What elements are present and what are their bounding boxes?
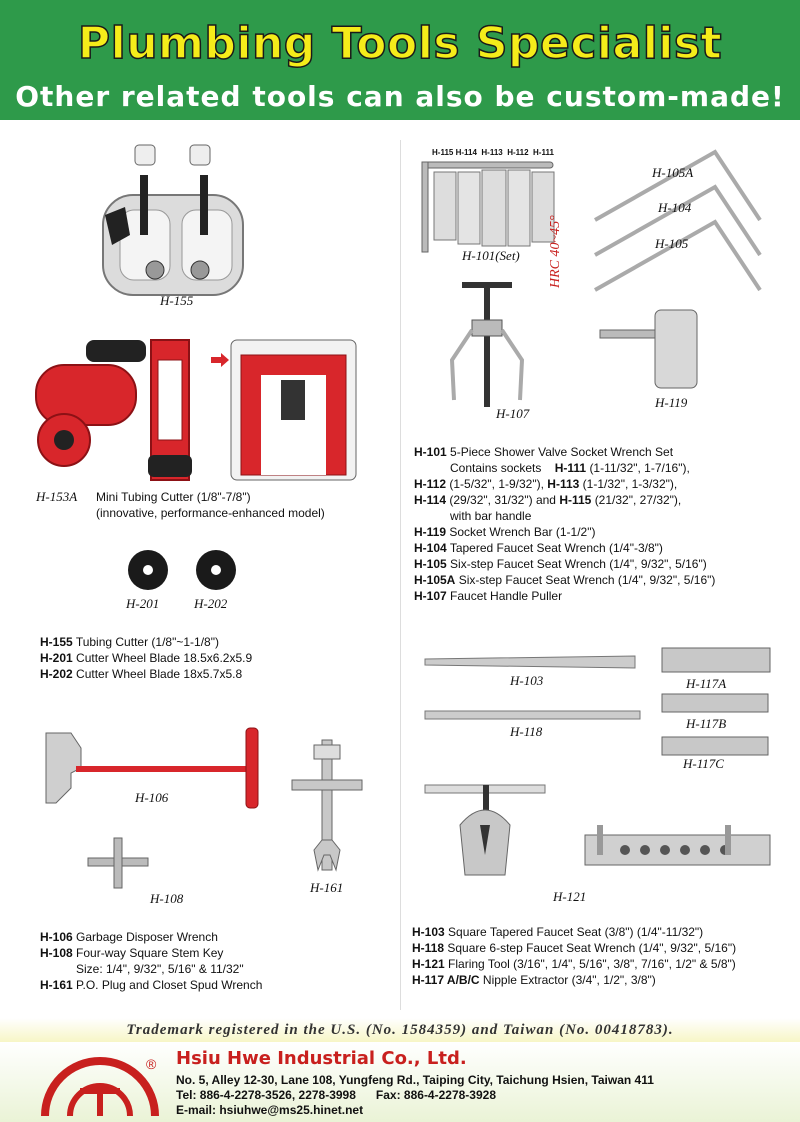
socket-item-h104: H-104 Tapered Faucet Seat Wrench (1/4"-3/8") [414,541,663,555]
h107-faucet-handle-puller-image [442,280,532,410]
wrench-item-h106: H-106 Garbage Disposer Wrench [40,930,218,944]
company-phone-fax: Tel: 886-4-2278-3526, 2278-3998 Fax: 886-4-2278-3928 [176,1088,496,1102]
h103-label: H-103 [510,673,544,688]
registered-mark: ® [146,1056,157,1072]
h104-label: H-104 [658,200,692,215]
wrench-list [40,929,390,993]
socket-item-h105a: H-105A Six-step Faucet Seat Wrench (1/4", 9/32", 5/16") [414,573,716,587]
cutter-item-h201: H-201 Cutter Wheel Blade 18.5x6.2x5.9 [40,651,253,665]
cutter-list [40,634,380,682]
column-divider [400,140,401,1010]
socket-label-h114: H-114 [455,148,477,157]
h108-stem-key-image [88,838,148,888]
seat-item-h103: H-103 Square Tapered Faucet Seat (3/8") (1/4"-11/32") [412,925,704,939]
h117a-nipple-extractor-image [662,648,770,672]
company-logo-icon [40,1048,160,1118]
seat-list [412,924,797,988]
h118-label: H-118 [510,724,543,739]
cutter-item-h202: H-202 Cutter Wheel Blade 18x5.7x5.8 [40,667,243,681]
wrench-item-h108-size: Size: 1/4", 9/32", 5/16" & 11/32" [76,962,244,976]
h101-socket-set-image [420,160,560,255]
socket-item-h114-h115: H-114 (29/32", 31/32") and H-115 (21/32", 27/32"), [414,493,682,507]
h121-label: H-121 [553,889,587,904]
h202-label: H-202 [194,596,228,611]
wrench-item-h161: H-161 P.O. Plug and Closet Spud Wrench [40,978,263,992]
socket-item-bar-handle: with bar handle [450,509,532,523]
h153a-line1: Mini Tubing Cutter (1/8"-7/8") [96,490,251,504]
company-email: E-mail: hsiuhwe@ms25.hinet.net [176,1103,364,1117]
h117b-nipple-extractor-image [662,694,768,712]
socket-label-h112: H-112 [507,148,529,157]
h117c-label: H-117C [683,756,724,771]
seat-item-h118: H-118 Square 6-step Faucet Seat Wrench (1/4", 9/32", 5/16") [412,941,737,955]
h118-faucet-seat-wrench-image [425,709,640,721]
socket-item-h105: H-105 Six-step Faucet Seat Wrench (1/4", 9/32", 5/16") [414,557,707,571]
h105-label: H-105 [655,236,689,251]
wrench-item-h108: H-108 Four-way Square Stem Key [40,946,224,960]
h106-label: H-106 [135,790,169,805]
h161-spud-wrench-image [292,740,362,870]
socket-label-h113: H-113 [481,148,503,157]
h161-label: H-161 [310,880,344,895]
h153a-label: H-153A [36,489,78,504]
h155-tubing-cutter-image [100,135,250,300]
cutter-item-h155: H-155 Tubing Cutter (1/8"~1-1/8") [40,635,219,649]
header-banner [0,0,800,120]
h201-label: H-201 [126,596,160,611]
socket-item-h101: H-101 5-Piece Shower Valve Socket Wrench Set [414,445,674,459]
socket-size-labels [432,148,554,157]
h121-flaring-tool-image [425,785,775,885]
company-name: Hsiu Hwe Industrial Co., Ltd. [176,1048,467,1069]
socket-list [414,444,794,604]
h117c-nipple-extractor-image [662,737,768,755]
socket-item-h119: H-119 Socket Wrench Bar (1-1/2") [414,525,596,539]
company-address: No. 5, Alley 12-30, Lane 108, Yungfeng Rd., Taiping City, Taichung Hsien, Taiwan 411 [176,1073,654,1087]
cutter-wheels-image [126,548,246,592]
h119-socket-wrench-bar-image [600,310,710,390]
socket-item-contains: Contains sockets H-111 (1-11/32", 1-7/16"), [450,461,690,475]
socket-item-h112-h113: H-112 (1-5/32", 1-9/32"), H-113 (1-1/32", 1-3/32"), [414,477,678,491]
socket-label-h111: H-111 [533,148,554,157]
h105a-label: H-105A [652,165,694,180]
h153a-line2: (innovative, performance-enhanced model) [96,506,325,520]
h101-label: H-101(Set) [462,248,520,263]
h117b-label: H-117B [686,716,727,731]
trademark-notice: Trademark registered in the U.S. (No. 1584359) and Taiwan (No. 00418783). [126,1022,674,1038]
h153a-mini-cutter-image [36,335,356,485]
h108-label: H-108 [150,891,184,906]
seat-item-h121: H-121 Flaring Tool (3/16", 1/4", 5/16", 3/8", 7/16", 1/2" & 5/8") [412,957,736,971]
h103-faucet-seat-image [425,656,635,668]
seat-item-h117: H-117 A/B/C Nipple Extractor (3/4", 1/2", 3/8") [412,973,656,987]
socket-item-h107: H-107 Faucet Handle Puller [414,589,563,603]
h117a-label: H-117A [686,676,727,691]
h153a-description [96,489,325,521]
h155-label: H-155 [160,293,194,308]
hrc-hardness-label: HRC 40~45° [548,215,563,288]
h119-label: H-119 [655,395,688,410]
h107-label: H-107 [496,406,530,421]
socket-label-h115: H-115 [432,148,454,157]
page-title: Plumbing Tools Specialist [77,18,723,69]
page-subtitle: Other related tools can also be custom-made! [15,80,785,113]
